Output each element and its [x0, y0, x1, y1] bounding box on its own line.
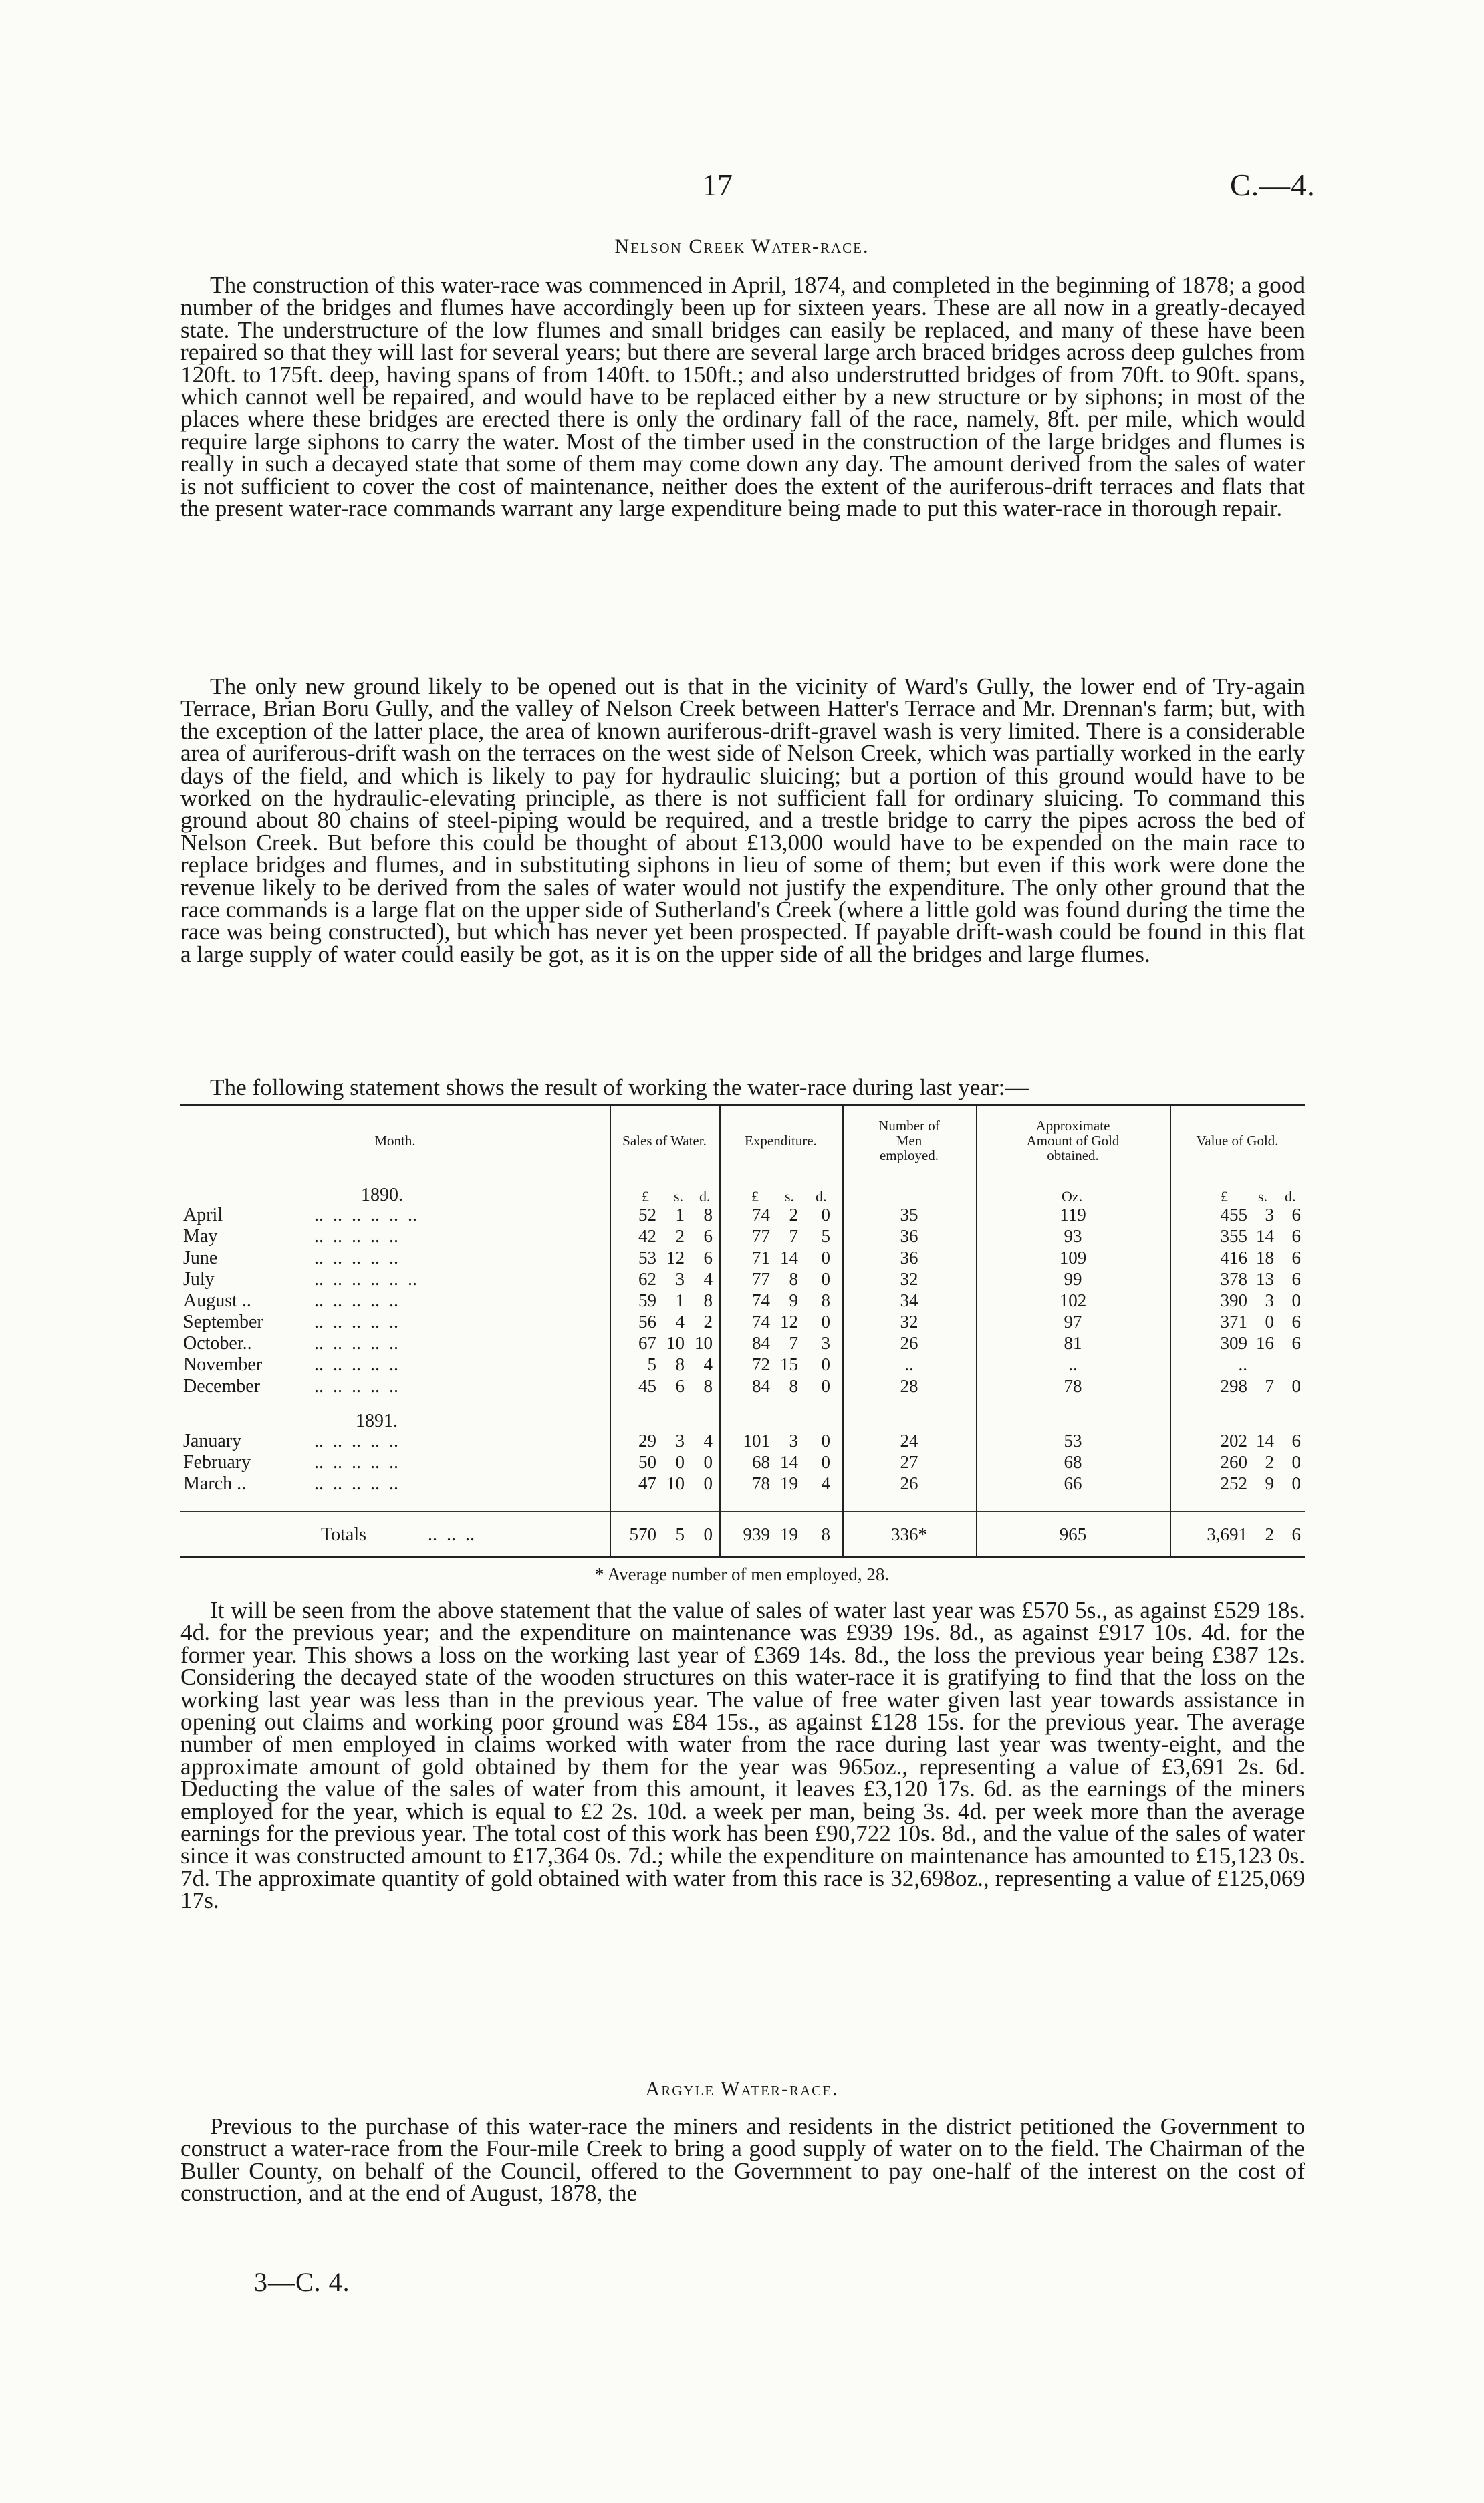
row-exp-pounds: 101 — [743, 1431, 770, 1451]
row-leader-dots: .. .. .. .. .. — [314, 1247, 398, 1268]
totals-exp-pence: 8 — [821, 1524, 830, 1544]
row-leader-dots: .. .. .. .. .. .. — [314, 1269, 417, 1290]
row-leader-dots: .. .. .. .. .. — [314, 1354, 398, 1375]
row-value-shillings: 0 — [1265, 1312, 1274, 1332]
row-month: January — [183, 1431, 242, 1451]
row-sales-shillings: 6 — [675, 1376, 685, 1396]
header-men-line2: Men — [896, 1133, 922, 1149]
row-men: 26 — [900, 1333, 918, 1353]
year-1891: 1891. — [356, 1411, 398, 1431]
row-men: 26 — [900, 1473, 918, 1494]
row-exp-pounds: 68 — [752, 1452, 770, 1472]
totals-gold: 965 — [1059, 1524, 1087, 1544]
row-gold: 78 — [1064, 1376, 1082, 1396]
row-exp-shillings: 19 — [780, 1473, 798, 1494]
row-value-shillings: 16 — [1256, 1333, 1274, 1353]
row-leader-dots: .. .. .. .. .. — [314, 1226, 398, 1247]
header-month — [180, 1104, 610, 1177]
row-leader-dots: .. .. .. .. .. — [314, 1290, 398, 1311]
row-value-pounds: 298 — [1220, 1376, 1247, 1396]
paragraph-argyle: Previous to the purchase of this water-race the miners and residents in the district petitioned the Government to construct a water-race from the Four-mile Creek to bring a good supply of water on to the field. The Chairman of the Buller County, on behalf of the Council, offered to the Government to pay one-half of the interest on the cost of construction, and at the end of August, 1878, the — [180, 2113, 1305, 2207]
row-exp-pence: 0 — [821, 1205, 830, 1225]
row-value-pence: 6 — [1291, 1226, 1301, 1246]
row-month: June — [183, 1247, 218, 1268]
row-value-shillings: 3 — [1265, 1205, 1274, 1225]
row-sales-shillings: 0 — [675, 1452, 685, 1472]
header-gold-line3: obtained. — [1047, 1147, 1099, 1163]
row-value-pounds: .. — [1238, 1354, 1247, 1375]
row-men: .. — [904, 1354, 914, 1375]
row-sales-pence: 8 — [703, 1290, 713, 1310]
row-leader-dots: .. .. .. .. .. — [314, 1473, 398, 1494]
row-men: 36 — [900, 1226, 918, 1246]
unit-d: d. — [1285, 1188, 1296, 1205]
row-sales-pence: 4 — [703, 1269, 713, 1289]
row-sales-pence: 8 — [703, 1376, 713, 1396]
row-sales-pence: 4 — [703, 1431, 713, 1451]
header-sales — [610, 1104, 719, 1177]
row-value-pounds: 455 — [1220, 1205, 1247, 1225]
row-value-pence: 0 — [1291, 1376, 1301, 1396]
row-gold: 53 — [1064, 1431, 1082, 1451]
row-sales-shillings: 1 — [675, 1205, 685, 1225]
row-sales-shillings: 4 — [675, 1312, 685, 1332]
row-value-pence: 0 — [1291, 1290, 1301, 1310]
row-sales-pounds: 42 — [638, 1226, 656, 1246]
row-value-pounds: 309 — [1220, 1333, 1247, 1353]
row-exp-shillings: 3 — [789, 1431, 798, 1451]
row-month: December — [183, 1376, 261, 1397]
header-sales-label: Sales of Water. — [622, 1133, 707, 1149]
totals-value-shillings: 2 — [1265, 1524, 1274, 1544]
row-men: 35 — [900, 1205, 918, 1225]
row-month: April — [183, 1205, 223, 1225]
row-sales-pounds: 67 — [638, 1333, 656, 1353]
row-value-shillings: 13 — [1256, 1269, 1274, 1289]
header-men — [842, 1104, 976, 1177]
row-value-shillings: 3 — [1265, 1290, 1274, 1310]
row-exp-pence: 5 — [821, 1226, 830, 1246]
row-exp-shillings: 14 — [780, 1247, 798, 1268]
row-sales-pounds: 62 — [638, 1269, 656, 1289]
row-exp-pence: 0 — [821, 1452, 830, 1472]
row-month: May — [183, 1226, 218, 1247]
header-value — [1170, 1104, 1305, 1177]
row-gold: 68 — [1064, 1452, 1082, 1472]
table-bottom-rule — [180, 1556, 1305, 1558]
row-exp-pence: 0 — [821, 1431, 830, 1451]
row-sales-pounds: 59 — [638, 1290, 656, 1310]
section-title-argyle: Argyle Water-race. — [645, 2078, 839, 2100]
row-month: July — [183, 1269, 215, 1290]
unit-s: s. — [1258, 1188, 1268, 1205]
signature-mark: 3—C. 4. — [254, 2267, 350, 2297]
row-sales-pounds: 50 — [638, 1452, 656, 1472]
row-value-pence: 6 — [1291, 1247, 1301, 1268]
row-exp-pounds: 77 — [752, 1269, 770, 1289]
row-value-pence: 6 — [1291, 1269, 1301, 1289]
row-exp-shillings: 7 — [789, 1226, 798, 1246]
header-expenditure — [719, 1104, 842, 1177]
unit-pound: £ — [642, 1188, 649, 1205]
row-gold: 119 — [1060, 1205, 1086, 1225]
row-leader-dots: .. .. .. .. .. — [314, 1312, 398, 1332]
header-gold-amount — [976, 1104, 1170, 1177]
row-sales-pounds: 56 — [638, 1312, 656, 1332]
row-exp-shillings: 15 — [780, 1354, 798, 1375]
row-exp-pounds: 84 — [752, 1333, 770, 1353]
row-exp-shillings: 7 — [789, 1333, 798, 1353]
row-sales-pence: 10 — [695, 1333, 713, 1353]
paragraph-construction: The construction of this water-race was commenced in April, 1874, and completed in the beginning of 1878; a good number of the bridges and flumes have accordingly been up for sixteen years. These are all now in a greatly-decayed state. The understructure of the low flumes and small bridges can easily be replaced, and many of these have been repaired so that they will last for several years; but there are several large arch braced bridges across deep gulches from 120ft. to 175ft. deep, having spans of from 140ft. to 150ft.; and also understrutted bridges of from 70ft. to 90ft. spans, which cannot well be repaired, and would have to be replaced either by a new structure or by siphons; in most of the places where these bridges are erected there is only the ordinary fall of the race, namely, 8ft. per mile, which would require large siphons to carry the water. Most of the timber used in the construction of the large bridges and flumes is really in such a decayed state that some of them may come down any day. The amount derived from the sales of water is not sufficient to cover the cost of maintenance, neither does the extent of the auriferous-drift terraces and flats that the present water-race commands warrant any large expenditure being made to put this water-race in thorough repair. — [180, 272, 1305, 522]
row-men: 34 — [900, 1290, 918, 1310]
row-sales-pounds: 29 — [638, 1431, 656, 1451]
row-value-pence: 0 — [1291, 1473, 1301, 1494]
row-sales-pence: 6 — [703, 1247, 713, 1268]
row-value-pounds: 378 — [1220, 1269, 1247, 1289]
header-gold-line2: Amount of Gold — [1026, 1133, 1120, 1149]
unit-d: d. — [816, 1188, 827, 1205]
row-value-pence: 6 — [1291, 1431, 1301, 1451]
row-exp-pence: 0 — [821, 1354, 830, 1375]
totals-sales-pence: 0 — [703, 1524, 713, 1544]
unit-s: s. — [785, 1188, 795, 1205]
row-month: August .. — [183, 1290, 251, 1311]
row-sales-pence: 6 — [703, 1226, 713, 1246]
totals-exp-pounds: 939 — [743, 1524, 770, 1544]
row-gold: 102 — [1059, 1290, 1087, 1310]
header-value-label: Value of Gold. — [1196, 1133, 1279, 1149]
row-exp-shillings: 12 — [780, 1312, 798, 1332]
row-value-shillings: 2 — [1265, 1452, 1274, 1472]
row-value-pounds: 390 — [1220, 1290, 1247, 1310]
year-1890: 1890. — [361, 1185, 403, 1205]
row-exp-pence: 3 — [821, 1333, 830, 1353]
row-sales-shillings: 2 — [675, 1226, 685, 1246]
row-value-pounds: 260 — [1220, 1452, 1247, 1472]
row-value-pence: 6 — [1291, 1205, 1301, 1225]
row-men: 24 — [900, 1431, 918, 1451]
row-month: February — [183, 1452, 251, 1473]
water-race-results-table — [180, 1104, 1305, 1556]
unit-oz: Oz. — [1062, 1188, 1083, 1205]
row-sales-shillings: 12 — [666, 1247, 685, 1268]
row-men: 27 — [900, 1452, 918, 1472]
row-sales-shillings: 1 — [675, 1290, 685, 1310]
row-sales-pence: 8 — [703, 1205, 713, 1225]
row-gold: 93 — [1064, 1226, 1082, 1246]
row-gold: 109 — [1059, 1247, 1087, 1268]
paragraph-statement-intro: The following statement shows the result of working the water-race during last year:— — [210, 1074, 1029, 1100]
row-value-pounds: 416 — [1220, 1247, 1247, 1268]
row-gold: 99 — [1064, 1269, 1082, 1289]
row-men: 32 — [900, 1312, 918, 1332]
row-exp-pounds: 78 — [752, 1473, 770, 1494]
row-value-pounds: 355 — [1220, 1226, 1247, 1246]
row-exp-pence: 0 — [821, 1376, 830, 1396]
row-sales-shillings: 10 — [666, 1473, 685, 1494]
row-month: March .. — [183, 1473, 247, 1494]
paragraph-new-ground: The only new ground likely to be opened out is that in the vicinity of Ward's Gully, the lower end of Try-again Terrace, Brian Boru Gully, and the valley of Nelson Creek between Hatter's Terrace and Mr. Drennan's farm; but, with the exception of the latter place, the area of known auriferous-drift-gravel wash is very limited. There is a considerable area of auriferous-drift wash on the terraces on the west side of Nelson Creek, which was partially worked in the early days of the field, and which is likely to pay for hydraulic sluicing; but a portion of this ground would have to be worked on the hydraulic-elevating principle, as there is not sufficient fall for ordinary sluicing. To command this ground about 80 chains of steel-piping would be required, and a trestle bridge to carry the pipes across the bed of Nelson Creek. But before this could be thought of about £13,000 would have to be expended on the main race to replace bridges and flumes, and in substituting siphons in lieu of some of them; but even if this work were done the revenue likely to be derived from the sales of water would not justify the expenditure. The only other ground that the race commands is a large flat on the upper side of Sutherland's Creek (where a little gold was found during the time the race was being constructed), but which has never yet been prospected. If payable drift-wash could be found in this flat a large supply of water could easily be got, as it is on the upper side of all the bridges and large flumes. — [180, 673, 1305, 967]
totals-label: Totals — [321, 1524, 367, 1545]
unit-s: s. — [674, 1188, 684, 1205]
row-value-shillings: 9 — [1265, 1473, 1274, 1494]
totals-sales-shillings: 5 — [675, 1524, 685, 1544]
page-number: 17 — [702, 168, 733, 202]
row-exp-shillings: 14 — [780, 1452, 798, 1472]
row-value-pence: 6 — [1291, 1333, 1301, 1353]
row-exp-pounds: 72 — [752, 1354, 770, 1375]
row-value-pence: 0 — [1291, 1452, 1301, 1472]
header-gold-line1: Approximate — [1035, 1118, 1110, 1134]
row-leader-dots: .. .. .. .. .. .. — [314, 1205, 417, 1225]
totals-sales-pounds: 570 — [629, 1524, 656, 1544]
header-men-line3: employed. — [879, 1147, 939, 1163]
row-sales-pence: 0 — [703, 1473, 713, 1494]
row-value-shillings: 14 — [1256, 1431, 1274, 1451]
row-exp-pounds: 71 — [752, 1247, 770, 1268]
row-value-pounds: 252 — [1220, 1473, 1247, 1494]
row-exp-pence: 0 — [821, 1247, 830, 1268]
unit-d: d. — [699, 1188, 711, 1205]
row-exp-pounds: 74 — [752, 1312, 770, 1332]
totals-value-pounds: 3,691 — [1207, 1524, 1247, 1544]
row-leader-dots: .. .. .. .. .. — [314, 1376, 398, 1397]
totals-exp-shillings: 19 — [780, 1524, 798, 1544]
row-exp-pence: 0 — [821, 1312, 830, 1332]
row-exp-shillings: 8 — [789, 1376, 798, 1396]
row-month: November — [183, 1354, 263, 1375]
row-sales-pence: 4 — [703, 1354, 713, 1375]
row-value-pounds: 371 — [1220, 1312, 1247, 1332]
row-exp-pounds: 74 — [752, 1205, 770, 1225]
row-men: 28 — [900, 1376, 918, 1396]
row-sales-pounds: 53 — [638, 1247, 656, 1268]
footnote: * Average number of men employed, 28. — [594, 1564, 890, 1584]
row-sales-shillings: 3 — [675, 1431, 685, 1451]
row-exp-pounds: 84 — [752, 1376, 770, 1396]
row-gold: 81 — [1064, 1333, 1082, 1353]
row-leader-dots: .. .. .. .. .. — [314, 1452, 398, 1473]
unit-pound: £ — [751, 1188, 759, 1205]
row-gold: 66 — [1064, 1473, 1082, 1494]
row-leader-dots: .. .. .. .. .. — [314, 1333, 398, 1354]
header-men-line1: Number of — [878, 1118, 940, 1134]
header-month-label: Month. — [374, 1133, 416, 1149]
row-sales-pence: 0 — [703, 1452, 713, 1472]
row-exp-shillings: 8 — [789, 1269, 798, 1289]
row-sales-pounds: 52 — [638, 1205, 656, 1225]
row-value-pence: 6 — [1291, 1312, 1301, 1332]
row-leader-dots: .. .. .. .. .. — [314, 1431, 398, 1451]
row-value-pounds: 202 — [1220, 1431, 1247, 1451]
document-code: C.—4. — [1230, 168, 1316, 202]
row-exp-shillings: 9 — [789, 1290, 798, 1310]
row-exp-pence: 0 — [821, 1269, 830, 1289]
header-expenditure-label: Expenditure. — [745, 1133, 817, 1149]
section-title-nelson-creek: Nelson Creek Water-race. — [614, 235, 870, 257]
row-exp-shillings: 2 — [789, 1205, 798, 1225]
row-value-shillings: 14 — [1256, 1226, 1274, 1246]
totals-value-pence: 6 — [1291, 1524, 1301, 1544]
unit-pound: £ — [1221, 1188, 1228, 1205]
row-sales-shillings: 8 — [675, 1354, 685, 1375]
row-gold: .. — [1068, 1354, 1078, 1375]
row-sales-shillings: 3 — [675, 1269, 685, 1289]
row-men: 36 — [900, 1247, 918, 1268]
row-month: October.. — [183, 1333, 252, 1354]
paragraph-summary: It will be seen from the above statement that the value of sales of water last year was £570 5s., as against £529 18s. 4d. for the previous year; and the expenditure on maintenance was £939 19s. 8d., as against £917 10s. 4d. for the former year. This shows a loss on the working last year of £369 14s. 8d., the loss the previous year being £387 12s. Considering the decayed state of the wooden structures on this water-race it is gratifying to find that the loss on the working last year was less than in the previous year. The value of free water given last year towards assistance in opening out claims and working poor ground was £84 15s., as against £128 15s. for the previous year. The average number of men employed in claims worked with water from the race during last year was twenty-eight, and the approximate amount of gold obtained by them for the year was 965oz., representing a value of £3,691 2s. 6d. Deducting the value of the sales of water from this amount, it leaves £3,120 17s. 6d. as the earnings of the miners employed for the year, which is equal to £2 2s. 10d. a week per man, being 3s. 4d. per week more than the average earnings for the previous year. The total cost of this work has been £90,722 10s. 8d., and the value of the sales of water since it was constructed amount to £17,364 0s. 7d.; while the expenditure on maintenance has amounted to £15,123 0s. 7d. The approximate quantity of gold obtained with water from this race is 32,698oz., representing a value of £125,069 17s. — [180, 1597, 1305, 1914]
row-sales-pounds: 5 — [647, 1354, 656, 1375]
row-value-shillings: 18 — [1256, 1247, 1274, 1268]
row-men: 32 — [900, 1269, 918, 1289]
row-sales-pounds: 45 — [638, 1376, 656, 1396]
row-sales-pounds: 47 — [638, 1473, 656, 1494]
row-sales-shillings: 10 — [666, 1333, 685, 1353]
row-exp-pounds: 74 — [752, 1290, 770, 1310]
row-exp-pounds: 77 — [752, 1226, 770, 1246]
row-gold: 97 — [1064, 1312, 1082, 1332]
totals-men: 336* — [891, 1524, 927, 1544]
row-exp-pence: 4 — [821, 1473, 830, 1494]
row-value-shillings: 7 — [1265, 1376, 1274, 1396]
row-sales-pence: 2 — [703, 1312, 713, 1332]
totals-leader-dots: .. .. .. — [428, 1524, 475, 1545]
table-totals-rule — [180, 1511, 1305, 1512]
row-month: September — [183, 1312, 263, 1332]
row-exp-pence: 8 — [821, 1290, 830, 1310]
